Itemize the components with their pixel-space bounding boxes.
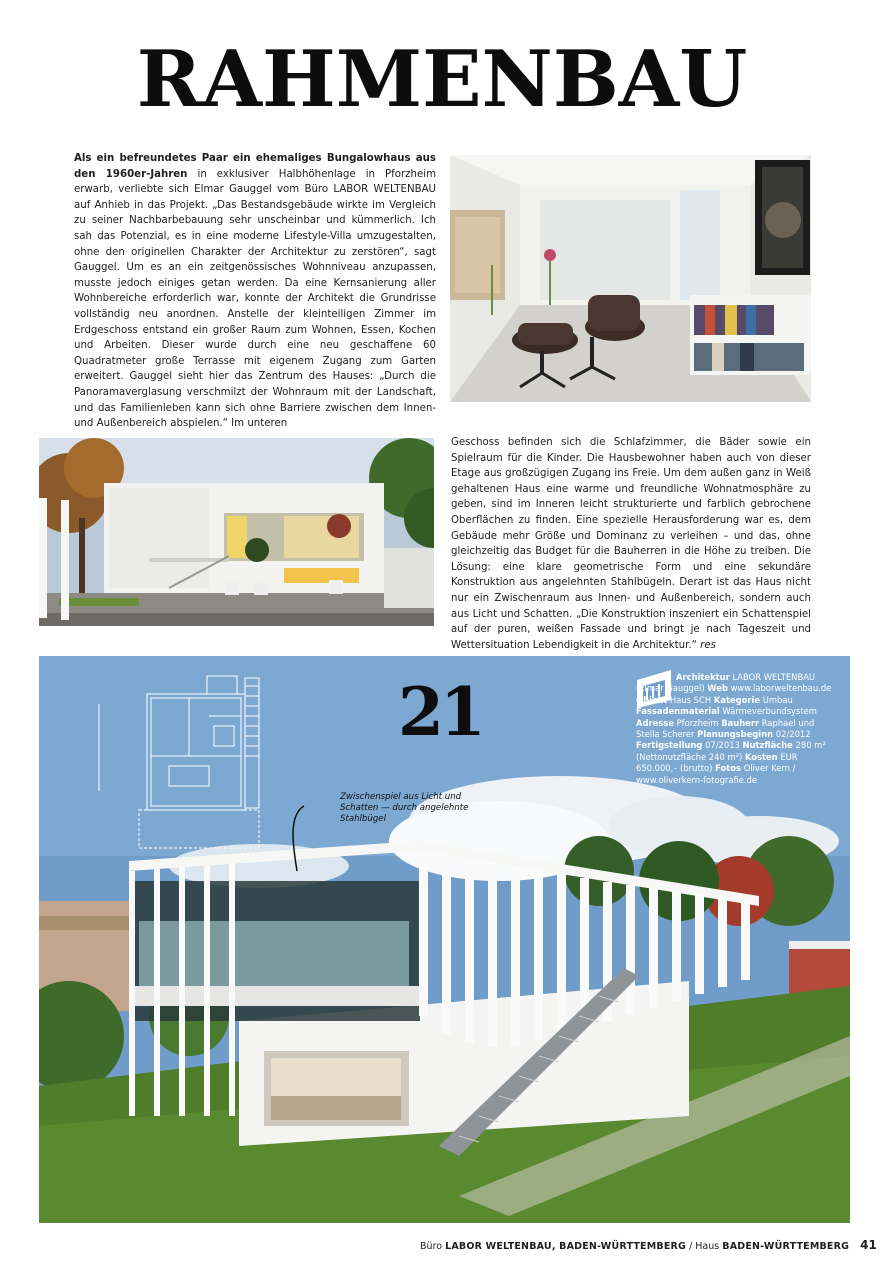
article-column-1 xyxy=(74,151,436,432)
article-paragraph-1 xyxy=(74,151,436,432)
info-value-nutzflaeche: 280 m² (Nettonutzfläche 240 m²) xyxy=(636,740,826,762)
footer-separator: / Haus xyxy=(689,1241,720,1252)
article-lead: Als ein befreundetes Paar ein ehemaliges Bungalowhaus aus den 1960er-Jahren xyxy=(74,153,436,180)
info-label-nutzflaeche: Nutzfläche xyxy=(742,740,793,751)
info-value-objekt: Haus SCH xyxy=(669,694,712,705)
page-footer xyxy=(420,1238,877,1252)
info-value-web: www.laborweltenbau.de xyxy=(730,683,832,694)
footer-prefix: Büro xyxy=(420,1241,443,1252)
info-value-fertigstellung: 07/2013 xyxy=(705,740,740,751)
info-label-planungsbeginn: Planungsbeginn xyxy=(697,729,774,740)
info-label-fassadenmaterial: Fassadenmaterial xyxy=(636,706,720,717)
info-label-bauherr: Bauherr xyxy=(721,717,760,728)
info-value-architektur: LABOR WELTENBAU (Elmar Gauggel) xyxy=(636,672,816,694)
footer-house: BADEN-WÜRTTEMBERG xyxy=(722,1241,850,1252)
info-value-planungsbeginn: 02/2012 xyxy=(775,729,811,740)
info-label-kategorie: Kategorie xyxy=(713,694,761,705)
exterior-photo xyxy=(39,438,434,626)
info-value-fotos: Oliver Kern / www.oliverkern-fotografie.de xyxy=(636,763,796,785)
page-title: RAHMENBAU xyxy=(136,34,748,125)
info-label-architektur: Architektur xyxy=(676,672,730,682)
info-value-adresse: Pforzheim xyxy=(676,717,719,728)
info-label-objekt: Objekt xyxy=(636,694,668,705)
info-value-kosten: EUR 650.000,– (brutto) xyxy=(636,751,798,774)
info-value-fassadenmaterial: Wärmeverbundsystem xyxy=(722,706,817,717)
article-paragraph-2 xyxy=(451,435,811,653)
footer-office: LABOR WELTENBAU, BADEN-WÜRTTEMBERG xyxy=(445,1241,687,1252)
author-signature: res xyxy=(700,639,716,651)
info-value-kategorie: Umbau xyxy=(762,694,793,705)
article-column-2 xyxy=(451,435,811,653)
page-number: 41 xyxy=(860,1238,877,1252)
info-label-web: Web xyxy=(707,683,728,694)
photo-caption: Zwischenspiel aus Licht und Schatten — durch angelehnte Stahlbügel xyxy=(340,792,469,824)
info-label-fertigstellung: Fertigstellung xyxy=(636,740,703,751)
project-number: 21 xyxy=(398,673,482,751)
interior-photo xyxy=(450,155,811,402)
info-value-bauherr: Raphael und Stella Scherer xyxy=(636,717,815,740)
project-info-box xyxy=(636,672,832,786)
info-label-fotos: Fotos xyxy=(715,763,742,774)
article-paragraph-1-text: in exklusiver Halbhöhenlage in Pforzheim erwarb, verliebte sich Elmar Gauggel vom Büro LABOR WELTENBAU auf Anhieb in das Projekt. „Das Bestandsgebäude wirkte im Vergleich zu seiner Nachbarbebauung sehr unscheinbar und kümmerlich. Ich sah das Potenzial, es in eine moderne Lifestyle-Villa umzugestalten, ohne den originellen Charakter der Architektur zu zerstören“, sagt Gauggel. Um es an ein zeitgenössisches Wohnniveau anzupassen, musste jedoch einiges getan werden. Da eine Kernsanierung aller Wohnbereiche erforderlich war, konnte der Architekt die Grundrisse vollständig neu anordnen. Anstelle der kleinteiligen Zimmer im Erdgeschoss entstand ein großer Raum zum Wohnen, Essen, Kochen und Arbeiten. Dieser wurde durch eine neu geschaffene 60 Quadratmeter große Terrasse mit eigenem Zugang zum Garten erweitert. Gauggel sieht hier das Zentrum des Hauses: „Durch die Panoramaverglasung verschmilzt der Wohnraum mit der Landschaft, und das Familienleben kann sich ohne Barriere zwischen dem Innen- und Außenbereich abspielen.“ Im unteren xyxy=(74,168,437,430)
article-paragraph-2-text: Geschoss befinden sich die Schlafzimmer, die Bäder sowie ein Spielraum für die Kinder. Die Hausbewohner haben auch von dieser Etage aus großzügigen Zugang ins Freie. Um dem außen ganz in Weiß gehaltenen Haus eine warme und freundliche Wohnatmosphäre zu geben, sind im Inneren leicht strukturierte und farblich gebrochene Oberflächen zu finden. Eine spezielle Herausforderung war es, dem Gebäude mehr Größe und Dominanz zu verleihen – und das, ohne gleichzeitig das Budget für die Bauherren in die Höhe zu treiben. Die Lösung: eine klare geometrische Form und eine sekundäre Konstruktion aus angelehnten Stahlbügeln. Derart ist das Haus nicht nur ein Zwischenraum aus Innen- und Außenbereich, sondern auch aus Licht und Schatten. „Die Konstruktion inszeniert ein Schattenspiel auf der puren, weißen Fassade und bringt je nach Tageszeit und Wettersituation Lebendigkeit in die Architektur.“ xyxy=(451,437,811,651)
info-label-kosten: Kosten xyxy=(744,751,778,762)
info-label-adresse: Adresse xyxy=(636,717,674,728)
